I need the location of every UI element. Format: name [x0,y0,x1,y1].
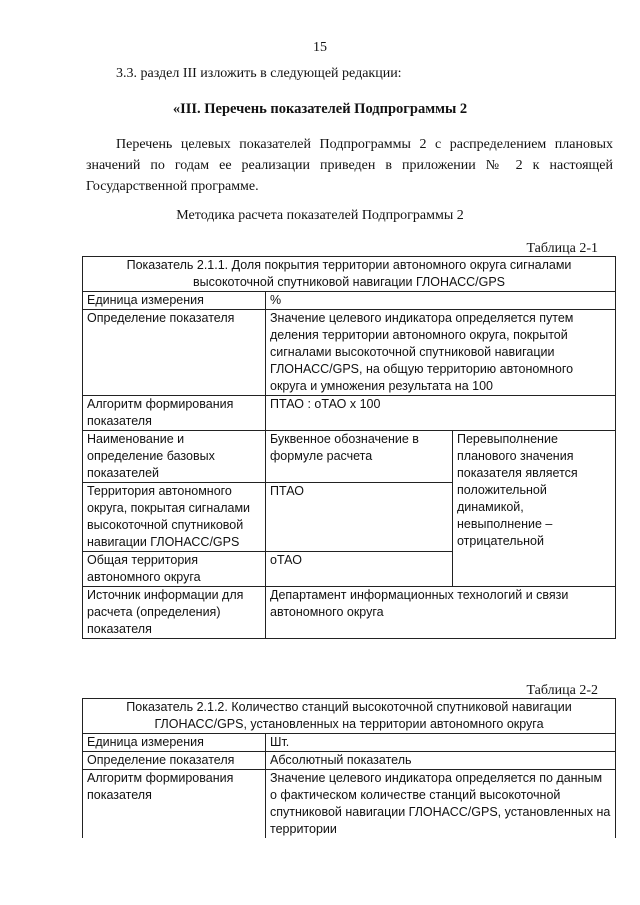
table-caption-2-1: Таблица 2-1 [526,241,598,256]
unit-label: Единица измерения [83,734,266,752]
table-row [83,310,616,396]
source-value: Департамент информационных технологий и связи автономного округа [266,587,616,639]
algorithm-value: ПТАО : оТАО х 100 [266,396,616,431]
table-row [83,431,616,483]
dynamics-note: Перевыполнение планового значения показателя является положительной динамикой, невыполнение – отрицательной [453,431,616,587]
source-label: Источник информации для расчета (определения) показателя [83,587,266,639]
unit-value: Шт. [266,734,616,752]
indicator-title: Показатель 2.1.1. Доля покрытия территории автономного округа сигналами высокоточной спутниковой навигации ГЛОНАСС/GPS [83,257,616,292]
table-row [83,257,616,292]
page-number: 15 [313,40,327,55]
algorithm-label: Алгоритм формирования показателя [83,770,266,839]
definition-label: Определение показателя [83,310,266,396]
table-row [83,752,616,770]
table-row [83,396,616,431]
intro-paragraph: Перечень целевых показателей Подпрограммы 2 с распределением плановых значений по годам ее реализации приведен в приложении № 2 к настоящей Государственной программе. [86,137,613,194]
table-row [83,770,616,839]
covered-territory-label: Территория автономного округа, покрытая сигналами высокоточной спутниковой навигации ГЛОНАСС/GPS [83,483,266,552]
algorithm-label: Алгоритм формирования показателя [83,396,266,431]
table-row [83,699,616,734]
unit-value: % [266,292,616,310]
unit-label: Единица измерения [83,292,266,310]
definition-value: Абсолютный показатель [266,752,616,770]
definition-value: Значение целевого индикатора определяется путем деления территории автономного округа, покрытой сигналами высокоточной спутниковой навигации ГЛОНАСС/GPS, на общую территорию автономного округа и умножения результата на 100 [266,310,616,396]
indicator-table-2-1 [82,256,616,639]
definition-label: Определение показателя [83,752,266,770]
indicator-table-2-2 [82,698,616,838]
algorithm-value: Значение целевого индикатора определяется по данным о фактическом количестве станций высокоточной спутниковой навигации ГЛОНАСС/GPS, установленных на территории [266,770,616,839]
total-territory-symbol: оТАО [266,552,453,587]
letter-header: Буквенное обозначение в формуле расчета [266,431,453,483]
table-row [83,292,616,310]
section-heading: «III. Перечень показателей Подпрограммы 2 [172,101,468,117]
methodology-heading: Методика расчета показателей Подпрограммы 2 [176,208,464,223]
covered-territory-symbol: ПТАО [266,483,453,552]
table-row [83,587,616,639]
total-territory-label: Общая территория автономного округа [83,552,266,587]
table-row [83,734,616,752]
table-caption-2-2: Таблица 2-2 [526,683,598,698]
indicator-title: Показатель 2.1.2. Количество станций высокоточной спутниковой навигации ГЛОНАСС/GPS, установленных на территории автономного округа [83,699,616,734]
base-names-label: Наименование и определение базовых показателей [83,431,266,483]
intro-line: 3.3. раздел III изложить в следующей редакции: [116,66,402,81]
